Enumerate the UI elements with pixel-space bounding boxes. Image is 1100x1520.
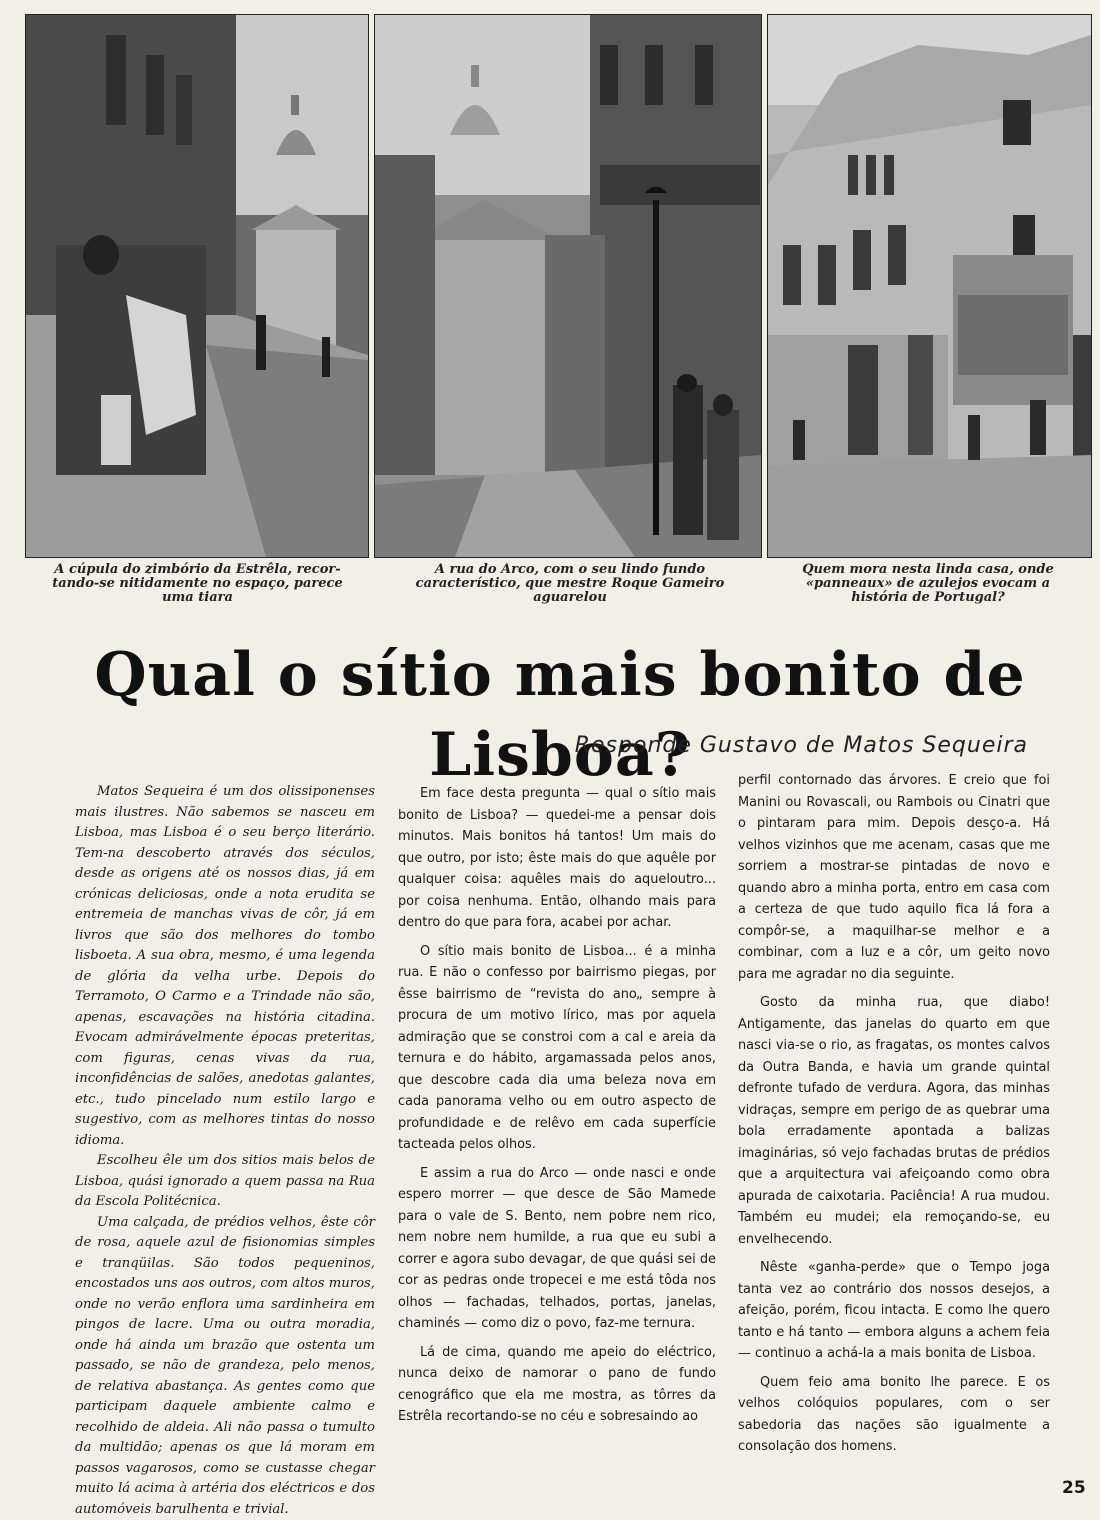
page-number: 25 bbox=[1062, 1478, 1086, 1498]
body-paragraph: Em face desta pregunta — qual o sítio mais bonito de Lisboa? — quedei-me a pensar dois minutos. Mais bonitos há tantos! Um mais do que outro, por isto; êste mais do que aquêle por qualquer coisa: aquêles mais do aqueloutro... por coisa nenhuma. Então, olhando mais para dentro do que para fora, acabei por achar. bbox=[398, 783, 716, 934]
body-paragraph: E assim a rua do Arco — onde nasci e onde espero morrer — que desce de São Mamede para o vale de S. Bento, nem pobre nem rico, nem nobre nem humilde, a rua que eu subi a correr e agora subo devagar, de que quási sei de cor as pedras onde tropecei e me está tôda nos olhos — fachadas, telhados, portas, janelas, chaminés — como diz o povo, faz-me ternura. bbox=[398, 1163, 716, 1335]
body-paragraph: O sítio mais bonito de Lisboa... é a minha rua. E não o confesso por bairrismo piegas, por êsse bairrismo de “revista do ano„ sempre à procura de um motivo lírico, mas por aquela admiração que se constroi com a cal e areia da ternura e do hábito, argamassada pelos anos, que descobre cada dia uma beleza nova em cada panorama velho ou em outro aspecto de profundidade e de relêvo em cada superfície tacteada pelos olhos. bbox=[398, 941, 716, 1156]
article-byline: Responde Gustavo de Matos Sequeira bbox=[575, 733, 1028, 758]
caption-photo-3: Quem mora nesta linda casa, onde «panneaux» de azulejos evocam a história de Portugal? bbox=[778, 563, 1078, 605]
body-paragraph: Lá de cima, quando me apeio do eléctrico, nunca deixo de namorar o pano de fundo cenográfico que ela me mostra, as tôrres da Estrêla recortando-se no céu e sobresaindo ao bbox=[398, 1342, 716, 1428]
body-paragraph: Nêste «ganha-perde» que o Tempo joga tanta vez ao contrário dos nossos desejos, a afeição, porém, ficou intacta. E como lhe quero tanto e há tanto — embora alguns a achem feia — continuo a achá-la a mais bonita de Lisboa. bbox=[738, 1257, 1050, 1365]
photo-rua-do-arco-image bbox=[375, 15, 761, 557]
body-paragraph: Quem feio ama bonito lhe parece. E os velhos colóquios populares, com o ser sabedoria das nações são igualmente a consolação dos homens. bbox=[738, 1372, 1050, 1458]
caption-photo-2: A rua do Arco, com o seu lindo fundo característico, que mestre Roque Gameiro aguarelou bbox=[400, 563, 740, 605]
body-column-middle bbox=[398, 783, 716, 1428]
photo-estrela-image bbox=[26, 15, 368, 557]
body-paragraph: Gosto da minha rua, que diabo! Antigamente, das janelas do quarto em que nasci via-se o rio, as fragatas, os montes calvos da Outra Banda, e havia um grande quintal defronte tufado de verdura. Agora, das minhas vidraças, sempre em perigo de as quebrar uma bola erradamente apontada a balizas imaginárias, só vejo fachadas brutas de prédios que a arquitectura vai afeiçoando como obra apurada de caixotaria. Paciência! A rua mudou. Também eu mudei; ela remoçando-se, eu envelhecendo. bbox=[738, 992, 1050, 1250]
intro-paragraph: Escolheu êle um dos sitios mais belos de Lisboa, quási ignorado a quem passa na Rua da Escola Politécnica. bbox=[75, 1151, 375, 1213]
caption-photo-1: A cúpula do zimbório da Estrêla, recor-tando-se nitidamente no espaço, parece uma tiara bbox=[35, 563, 360, 605]
body-column-right bbox=[738, 770, 1050, 1458]
intro-paragraph: Uma calçada, de prédios velhos, êste côr de rosa, aquele azul de fisionomias simples e tranqüilas. São todos pequeninos, encostados uns aos outros, com altos muros, onde no verão enflora uma sardinheira em pingos de lacre. Uma ou outra moradia, onde há ainda um brazão que ostenta um passado, se não de grandeza, pelo menos, de relativa abastança. As gentes como que participam daquele ambiente calmo e recolhido de aldeia. Ali não passa o tumulto da multidão; apenas os que lá moram em passos vagarosos, como se custasse chegar muito lá acima à artéria dos eléctricos e dos automóveis barulhenta e trivial. bbox=[75, 1213, 375, 1520]
photo-azulejo-house bbox=[767, 14, 1092, 558]
intro-column bbox=[75, 782, 375, 1520]
photo-rua-do-arco bbox=[374, 14, 762, 558]
photo-azulejo-image bbox=[768, 15, 1091, 557]
article-title: Qual o sítio mais bonito de Lisboa? bbox=[40, 635, 1080, 795]
body-paragraph: perfil contornado das árvores. E creio que foi Manini ou Rovascali, ou Rambois ou Cinatri que o pintaram para mim. Depois desço-a. Há velhos vizinhos que me acenam, casas que me sorriem a mostrar-se pintadas de novo e quando abro a minha porta, entro em casa com a certeza de que tudo aquilo fica lá fora a compôr-se, a maquilhar-se melhor e a combinar, com a luz e a côr, um geito novo para me agradar no dia seguinte. bbox=[738, 770, 1050, 985]
photo-estrela-street bbox=[25, 14, 369, 558]
intro-paragraph: Matos Sequeira é um dos olissiponenses mais ilustres. Não sabemos se nasceu em Lisboa, mas Lisboa é o seu berço literário. Tem-na descoberto através dos séculos, desde as origens até os nossos dias, já em crónicas deliciosas, onde a nota erudita se entremeia de manchas vivas de côr, já em livros que são dos melhores do tombo lisboeta. A sua obra, mesmo, é uma legenda de glória da velha urbe. Depois do Terramoto, O Carmo e a Trindade não são, apenas, escavações na história citadina. Evocam admirávelmente épocas preteritas, com figuras, cenas vivas da rua, inconfidências de salões, anedotas galantes, etc., tudo pincelado num estilo largo e sugestivo, com as melhores tintas do nosso idioma. bbox=[75, 782, 375, 1151]
